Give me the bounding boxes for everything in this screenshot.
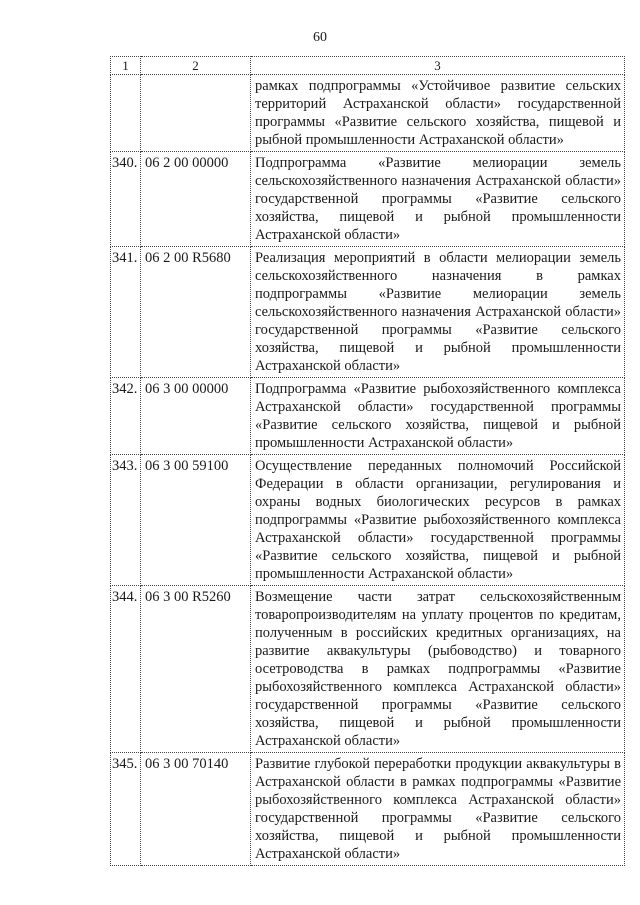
row-description: Развитие глубокой переработки продукции аквакультуры в Астраханской области в рамках подпрограммы «Развитие рыбохозяйственного комплекса Астраханской области» государственной программы «Развитие сельского хозяйства, пищевой и рыбной промышленности Астраханской области» (251, 753, 625, 866)
row-number (111, 75, 141, 152)
column-header-1: 1 (111, 57, 141, 75)
row-description: Реализация мероприятий в области мелиорации земель сельскохозяйственного назначения в рамках подпрограммы «Развитие мелиорации земель сельскохозяйственного назначения Астраханской области» государственной программы «Развитие сельского хозяйства, пищевой и рыбной промышленности Астраханской области» (251, 247, 625, 378)
row-code: 06 3 00 59100 (141, 455, 251, 586)
row-number: 341. (111, 247, 141, 378)
row-number: 342. (111, 378, 141, 455)
column-header-2: 2 (141, 57, 251, 75)
table-row (111, 586, 625, 753)
row-description: Возмещение части затрат сельскохозяйственным товаропроизводителям на уплату процентов по кредитам, полученным в российских кредитных организациях, на развитие аквакультуры (рыбоводство) и товарного осетроводства в рамках подпрограммы «Развитие рыбохозяйственного комплекса Астраханской области» государственной программы «Развитие сельского хозяйства, пищевой и рыбной промышленности Астраханской области» (251, 586, 625, 753)
row-description: Осуществление переданных полномочий Российской Федерации в области организации, регулирования и охраны водных биологических ресурсов в рамках подпрограммы «Развитие рыбохозяйственного комплекса Астраханской области» государственной программы «Развитие сельского хозяйства, пищевой и рыбной промышленности Астраханской области» (251, 455, 625, 586)
row-number: 344. (111, 586, 141, 753)
column-header-3: 3 (251, 57, 625, 75)
row-code: 06 2 00 00000 (141, 152, 251, 247)
table-row (111, 75, 625, 152)
table-row (111, 378, 625, 455)
table-row (111, 247, 625, 378)
row-code: 06 3 00 00000 (141, 378, 251, 455)
table-row (111, 455, 625, 586)
row-code: 06 3 00 R5260 (141, 586, 251, 753)
row-number: 340. (111, 152, 141, 247)
row-code (141, 75, 251, 152)
budget-classification-table (110, 56, 625, 866)
row-description: Подпрограмма «Развитие рыбохозяйственного комплекса Астраханской области» государственной программы «Развитие сельского хозяйства, пищевой и рыбной промышленности Астраханской области» (251, 378, 625, 455)
row-number: 343. (111, 455, 141, 586)
page-number: 60 (313, 30, 327, 45)
row-description: Подпрограмма «Развитие мелиорации земель сельскохозяйственного назначения Астраханской области» государственной программы «Развитие сельского хозяйства, пищевой и рыбной промышленности Астраханской области» (251, 152, 625, 247)
row-description: рамках подпрограммы «Устойчивое развитие сельских территорий Астраханской области» государственной программы «Развитие сельского хозяйства, пищевой и рыбной промышленности Астраханской области» (251, 75, 625, 152)
table-row (111, 753, 625, 866)
row-code: 06 3 00 70140 (141, 753, 251, 866)
row-code: 06 2 00 R5680 (141, 247, 251, 378)
row-number: 345. (111, 753, 141, 866)
table-row (111, 152, 625, 247)
table-header-row (111, 57, 625, 75)
